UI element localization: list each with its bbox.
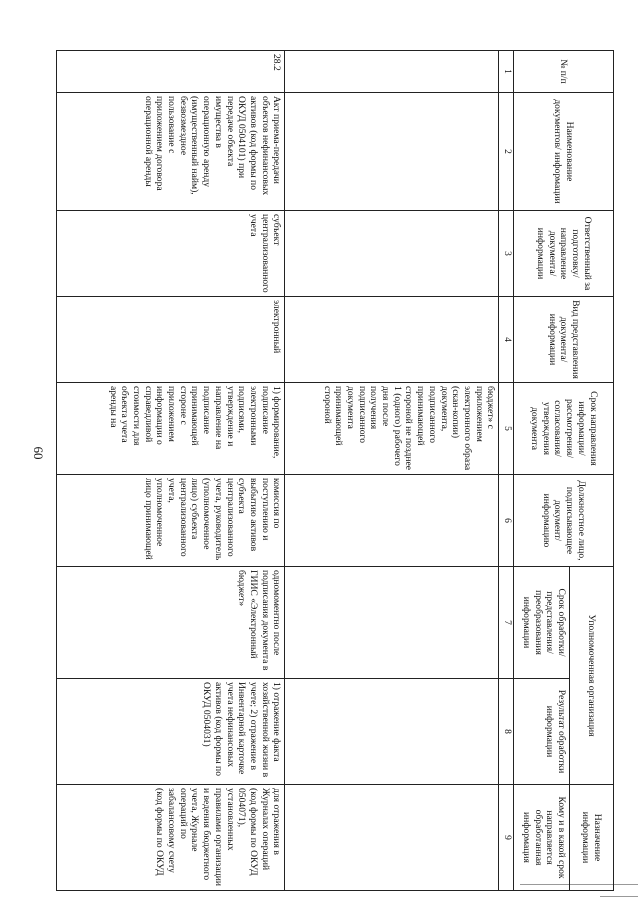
cell-deadline: бюджет» с приложением электронного образа (скан-копии) документа, подписанного принимающей стороной не позднее 1 (одного) рабочего дня после получения подписанного документа принимающей стороной	[285, 383, 499, 475]
column-number: 4	[499, 297, 514, 383]
header-presentation-type: Вид представления документа/ информации	[514, 297, 614, 383]
header-processing-result: Результат обработки информации	[514, 679, 570, 785]
cell-responsible	[285, 211, 499, 297]
cell-presentation-type	[285, 297, 499, 383]
cell-processing-result: 1) отражение факта хозяйственной жизни в учете; 2) отражение в Инвентарной карточке учета нефинансовых активов (код формы по ОКУД 0504031)	[57, 679, 285, 785]
cell-signing-official: комиссия по поступлению и выбытию активов субъекта централизованного учета, руководитель (уполномоченное лицо) субъекта централизованного учета, уполномоченное лицо принимающей	[57, 475, 285, 567]
header-recipient: Кому и в какой срок направляется обработанная информация	[514, 785, 570, 891]
cell-responsible: субъект централизованного учета	[57, 211, 285, 297]
cell-signing-official	[285, 475, 499, 567]
header-document-name: Наименование документов/ информации	[514, 93, 614, 211]
column-number: 3	[499, 211, 514, 297]
header-signing-official: Должностное лицо, подписывающее документ/ информацию	[514, 475, 614, 567]
cell-recipient	[285, 785, 499, 891]
header-deadline: Срок направления информации/ рассмотрения/ согласования/ утверждения документа	[514, 383, 614, 475]
header-number: № п/п	[514, 51, 614, 93]
column-number: 9	[499, 785, 514, 891]
page-number: 60	[31, 446, 46, 460]
header-information-purpose: Назначение информации	[570, 785, 614, 891]
cell-presentation-type: электронный	[57, 297, 285, 383]
cell-deadline: 1) формирование, подписание электронными подписями, утверждение и направление на подписание принимающей стороне с приложением информации о справедливой стоимости для объекта учета аренды на	[57, 383, 285, 475]
cell-number	[285, 51, 499, 93]
cell-processing-result	[285, 679, 499, 785]
header-processing-term: Срок обработки/ представления/ преобразования информации	[514, 567, 570, 679]
column-number: 1	[499, 51, 514, 93]
column-number: 2	[499, 93, 514, 211]
table-row-28-2	[57, 51, 285, 891]
column-number: 8	[499, 679, 514, 785]
cell-processing-term: одномоментно после подписания документа в ГИИС «Электронный бюджет»	[57, 567, 285, 679]
column-number: 7	[499, 567, 514, 679]
cell-processing-term	[285, 567, 499, 679]
column-number: 6	[499, 475, 514, 567]
header-authorized-organization: Уполномоченная организация	[570, 567, 614, 785]
cell-document-name: Акт приема-передачи объектов нефинансовых активов (код формы по ОКУД 0504101) при передаче объекта имущества в операционную аренду (имущественный найм), безвозмездное пользование с приложением договора операционной аренды	[57, 93, 285, 211]
header-row-1	[570, 51, 614, 891]
cell-number: 28.2	[57, 51, 285, 93]
column-number: 5	[499, 383, 514, 475]
cell-recipient: для отражения в Журналах операций (код формы по ОКУД 0504071), установленных правилами организации и ведения бюджетного учета, Журнале операций по забалансовому счету (код формы по ОКУД	[57, 785, 285, 891]
header-responsible: Ответственный за подготовку/ направление документа/ информации	[514, 211, 614, 297]
document-registry-table	[56, 50, 614, 891]
rotated-table-container	[56, 50, 614, 890]
table-row-continuation	[285, 51, 499, 891]
cell-document-name	[285, 93, 499, 211]
scan-edge-line	[600, 896, 638, 897]
column-number-row	[499, 51, 514, 891]
